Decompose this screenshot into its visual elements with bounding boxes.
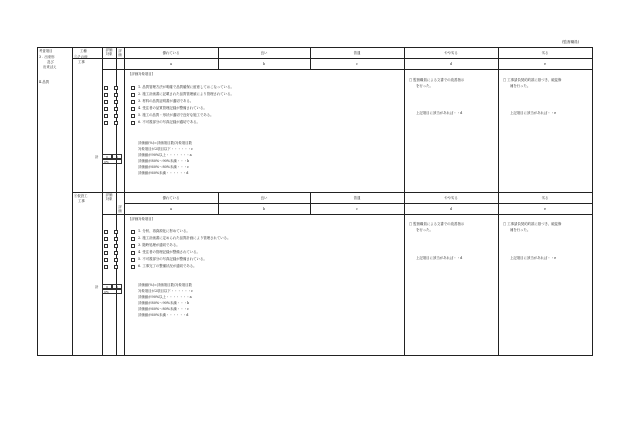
s1-poor-text-1: □ 監督職員による文書での改善指示 (409, 78, 465, 82)
s1-heading: [評価対象項目] (130, 72, 153, 76)
s2-grade-c: c (356, 207, 358, 211)
s1-grade-c: c (356, 62, 358, 66)
s1-eval-cb-2[interactable] (114, 93, 118, 97)
s1-eval-cb-6[interactable] (114, 121, 118, 125)
s2-formula-3: 評価値が80%～90%未満・・・b (138, 301, 190, 305)
s2-score-target: 0 (102, 284, 112, 289)
s2-header-mid (124, 203, 592, 204)
s2-eval-cb-3[interactable] (114, 244, 118, 248)
s2-div-bad (498, 192, 499, 356)
s1-item-checkbox-4[interactable] (131, 107, 135, 111)
s1-hdr-poor: やや劣る (444, 51, 458, 55)
s2-item-2: 2. 施工計画書に定められた品質計画により管理されている。 (138, 236, 231, 240)
s1-grade-d: d (449, 62, 453, 66)
col-divider-2 (102, 47, 103, 356)
s1-bad-text-1: □ 工事請負契約約款に基づき、破綻修 (503, 78, 562, 82)
s1-item-1: 1. 品質管理方法が明確で品質確保に留意しておこなっている。 (138, 85, 234, 89)
s1-formula-1: 対象項目が2項目以下・・・・・・c (138, 147, 193, 151)
s2-eval-cb-1[interactable] (114, 230, 118, 234)
s1-item-2: 2. 施工計画書に記載された品質管理値により管理されている。 (138, 92, 234, 96)
s2-item-checkbox-2[interactable] (131, 237, 135, 241)
s1-item-5: 5. 施工の品質・形状が適切で良好な施工である。 (138, 113, 214, 117)
s1-eval-cb-3[interactable] (114, 100, 118, 104)
s2-score-label: 計 (95, 285, 99, 289)
s2-poor-text-2: を行った。 (416, 228, 433, 232)
s2-eval-target-cb-4[interactable] (104, 251, 108, 255)
frame-top (37, 47, 592, 48)
s1-item-checkbox-1[interactable] (131, 86, 135, 90)
s2-item-3: 3. 随時処理が適切である。 (138, 243, 180, 247)
s2-bad-note: 上記項目に該当があれば・・e (510, 256, 557, 260)
header-col-kind: 工種 (80, 49, 87, 53)
top-right-note: (監督職員) (562, 40, 580, 44)
s2-grade-d: d (449, 207, 453, 211)
s2-eval-target-cb-6[interactable] (104, 265, 108, 269)
kind1: ⑤その他 (74, 55, 88, 59)
s1-poor-note: 上記項目に該当があれば・・d (416, 111, 463, 115)
header-eval-2: 評価 (118, 205, 122, 213)
kind2: ⑥仮設工 (74, 194, 88, 198)
s2-grade-e: e (543, 207, 546, 211)
item-quality: 出来ばえ (43, 65, 57, 69)
s2-eval-cb-2[interactable] (114, 237, 118, 241)
section-separator (72, 192, 592, 193)
s1-score-label: 計 (95, 155, 99, 159)
s1-eval-cb-5[interactable] (114, 114, 118, 118)
s2-div-poor (404, 192, 405, 356)
s1-eval-target-cb-6[interactable] (104, 121, 108, 125)
s2-hdr-excellent: 優れている (162, 196, 180, 200)
s2-score-eval: 0 (112, 284, 122, 289)
s1-grade-a: a (169, 62, 173, 66)
s2-header-bottom (102, 214, 592, 215)
s2-item-5: 5. 不可視部分の写真記録が整備されている。 (138, 257, 207, 261)
s2-item-checkbox-3[interactable] (131, 244, 135, 248)
header-eval-target: 評価対象 (105, 48, 113, 56)
s2-formula-1: 対象項目が2項目以下・・・・・・c (138, 289, 193, 293)
s1-hdr-excellent: 優れている (162, 51, 180, 55)
s2-poor-note: 上記項目に該当があれば・・d (416, 256, 463, 260)
s2-score-pct: 0% (102, 289, 122, 294)
kind1b: 工事 (78, 60, 85, 64)
s2-eval-target-cb-3[interactable] (104, 244, 108, 248)
s1-header-bottom (102, 69, 592, 70)
s1-grade-b: b (262, 62, 266, 66)
s1-formula-0: 評価値(%)=評価項目数/対象項目数 (138, 141, 192, 145)
s1-item-4: 4. 受注者の品質管理記録が整備されている。 (138, 106, 207, 110)
header-eval-target-2: 評価対象 (105, 193, 113, 201)
s1-header-mid (72, 58, 592, 59)
s1-formula-4: 評価値が60%～80%未満・・・c (138, 165, 189, 169)
s1-grade-e: e (543, 62, 546, 66)
s1-hdr-bad: 劣る (541, 51, 549, 55)
s1-score-target: 0 (102, 154, 112, 159)
s2-bad-text-2: 補を行った。 (510, 228, 531, 232)
s2-formula-5: 評価値が60%未満・・・・・・d (138, 313, 189, 317)
s1-eval-target-cb-1[interactable] (104, 86, 108, 90)
s1-bad-note: 上記項目に該当があれば・・e (510, 111, 557, 115)
s2-eval-target-cb-2[interactable] (104, 237, 108, 241)
sub-item: Ⅱ.品質 (39, 80, 50, 84)
s1-score-pct: 0% (102, 159, 122, 164)
header-eval: 評価 (118, 49, 122, 57)
s1-poor-text-2: を行った。 (416, 84, 433, 88)
s1-formula-5: 評価値が60%未満・・・・・・d (138, 171, 189, 175)
s1-item-6: 6. 不可視部分の写真記録が適切である。 (138, 120, 200, 124)
s1-item-checkbox-3[interactable] (131, 100, 135, 104)
s2-hdr-poor: やや劣る (444, 196, 458, 200)
s1-formula-3: 評価値が80%～90%未満・・・b (138, 159, 190, 163)
s2-formula-2: 評価値が90%以上・・・・・・・a (138, 295, 192, 299)
s2-eval-target-cb-1[interactable] (104, 230, 108, 234)
frame-left (37, 47, 38, 356)
s1-eval-cb-4[interactable] (114, 107, 118, 111)
s2-eval-cb-4[interactable] (114, 251, 118, 255)
s1-hdr-good: 良い (260, 51, 268, 55)
kind2b: 工事 (78, 199, 85, 203)
s2-formula-4: 評価値が60%～80%未満・・・c (138, 307, 189, 311)
s2-formula-0: 評価値(%)=評価項目数/対象項目数 (138, 283, 192, 287)
s1-bad-text-2: 補を行った。 (510, 84, 531, 88)
s2-hdr-normal: 普通 (353, 196, 361, 200)
s2-heading: [評価対象項目] (130, 217, 153, 221)
s1-eval-cb-1[interactable] (114, 86, 118, 90)
frame-bottom (37, 355, 592, 356)
s2-eval-target-cb-5[interactable] (104, 258, 108, 262)
s2-poor-text-1: □ 監督職員による文書での改善指示 (409, 222, 465, 226)
s2-item-checkbox-1[interactable] (131, 230, 135, 234)
s1-eval-target-cb-4[interactable] (104, 107, 108, 111)
s1-item-checkbox-6[interactable] (131, 121, 135, 125)
col-divider-4 (124, 47, 125, 356)
s2-item-checkbox-6[interactable] (131, 265, 135, 269)
s2-item-checkbox-5[interactable] (131, 258, 135, 262)
s2-item-1: 1. 分析、再資源化に努めている。 (138, 229, 190, 233)
s2-bad-text-1: □ 工事請負契約約款に基づき、破綻修 (503, 222, 562, 226)
s1-score-eval: 0 (112, 154, 122, 159)
s2-eval-cb-5[interactable] (114, 258, 118, 262)
s1-hdr-normal: 普通 (353, 51, 361, 55)
s2-grade-b: b (262, 207, 266, 211)
s2-item-4: 4. 受注者の管理記録が整備されている。 (138, 250, 200, 254)
s1-eval-target-cb-5[interactable] (104, 114, 108, 118)
header-col-item: 考査項目 (39, 49, 53, 53)
s2-item-checkbox-4[interactable] (131, 251, 135, 255)
item-and: 及び (47, 60, 54, 64)
s2-item-6: 6. 工事完了の整備状況が適切である。 (138, 264, 197, 268)
s1-item-checkbox-5[interactable] (131, 114, 135, 118)
s1-item-3: 3. 材料の品質証明書が適切である。 (138, 99, 194, 103)
s1-item-checkbox-2[interactable] (131, 93, 135, 97)
frame-right (592, 47, 593, 356)
item-no: 3 . 出来形 (39, 55, 55, 59)
s2-hdr-good: 良い (260, 196, 268, 200)
s2-hdr-bad: 劣る (541, 196, 549, 200)
s2-eval-cb-6[interactable] (114, 265, 118, 269)
s1-eval-target-cb-2[interactable] (104, 93, 108, 97)
s2-grade-a: a (169, 207, 173, 211)
s1-eval-target-cb-3[interactable] (104, 100, 108, 104)
col-divider-1 (72, 47, 73, 356)
s1-formula-2: 評価値が90%以上・・・・・・・a (138, 153, 192, 157)
